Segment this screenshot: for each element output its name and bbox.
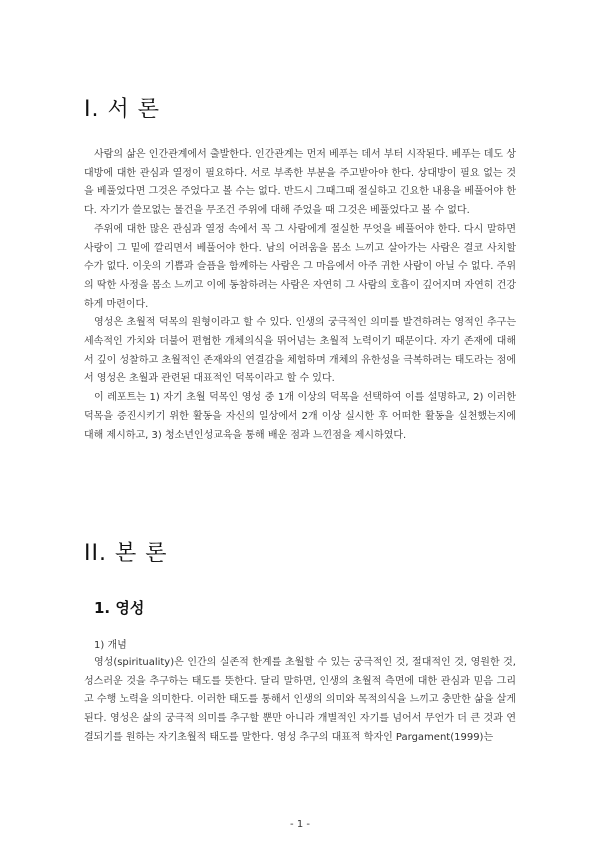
intro-paragraph-4: 이 레포트는 1) 자기 초월 덕목인 영성 중 1개 이상의 덕목을 선택하여 이를 설명하고, 2) 이러한 덕목을 증진시키기 위한 활동을 자신의 일상에서 2개 이상 실시한 후 어떠한 활동을 실천했는지에 대해 제시하고, 3) 청소년인성교육을 통해 배운 점과 느낀점을 제시하였다. [84, 392, 516, 441]
spirituality-body [84, 654, 516, 748]
introduction-body [84, 146, 516, 445]
section-heading-main-body: II. 본 론 [84, 541, 168, 566]
item-label-concept: 1) 개념 [94, 640, 127, 651]
section-heading-introduction: I. 서 론 [84, 97, 160, 122]
spirituality-paragraph: 영성(spirituality)은 인간의 실존적 한계를 초월할 수 있는 궁극적인 것, 절대적인 것, 영원한 것, 성스러운 것을 추구하는 태도를 뜻한다. 달리 말하면, 인생의 초월적 측면에 대한 관심과 믿음 그리고 수행 노력을 의미한다. 이러한 태도를 통해서 인생의 의미와 목적의식을 느끼고 충만한 삶을 살게 된다. 영성은 삶의 궁극적 의미를 추구할 뿐만 아니라 개별적인 자기를 넘어서 무언가 더 큰 것과 연결되기를 원하는 자기초월적 태도를 말한다. 영성 추구의 대표적 학자인 Pargament(1999)는 [84, 657, 516, 743]
page-number: - 1 - [290, 819, 310, 830]
intro-paragraph-2: 주위에 대한 많은 관심과 열정 속에서 꼭 그 사람에게 절실한 무엇을 베풀어야 한다. 다시 말하면 사랑이 그 밑에 깔리면서 베풀어야 한다. 남의 어려움을 몸소 느끼고 살아가는 사람은 결코 사치할 수가 없다. 이웃의 기쁨과 슬픔을 함께하는 사람은 그 마음에서 아주 귀한 사람이 아닐 수 없다. 주위의 딱한 사정을 몸소 느끼고 이에 동참하려는 사람은 자연히 그 사람의 호흡이 깊어지며 자연히 건강하게 마련이다. [84, 223, 516, 310]
subsection-heading-spirituality: 1. 영성 [94, 599, 145, 617]
intro-paragraph-3: 영성은 초월적 덕목의 원형이라고 할 수 있다. 인생의 궁극적인 의미를 발견하려는 영적인 추구는 세속적인 가치와 더불어 편협한 개체의식을 뛰어넘는 초월적 노력이기 때문이다. 자기 존재에 대해서 깊이 성찰하고 초월적인 존재와의 연결감을 체험하며 개체의 유한성을 극복하려는 태도라는 점에서 영성은 초월과 관련된 대표적인 덕목이라고 할 수 있다. [84, 317, 516, 385]
intro-paragraph-1: 사람의 삶은 인간관계에서 출발한다. 인간관계는 먼저 베푸는 데서 부터 시작된다. 베푸는 데도 상대방에 대한 관심과 열정이 필요하다. 서로 부족한 부분을 주고받아야 한다. 상대방이 필요 없는 것을 베풀었다면 그것은 주었다고 볼 수는 없다. 반드시 그때그때 절실하고 긴요한 내용을 베풀어야 한다. 자기가 쓸모없는 물건을 무조건 주위에 대해 주었을 때 그것은 베풀었다고 볼 수 없다. [84, 149, 516, 217]
